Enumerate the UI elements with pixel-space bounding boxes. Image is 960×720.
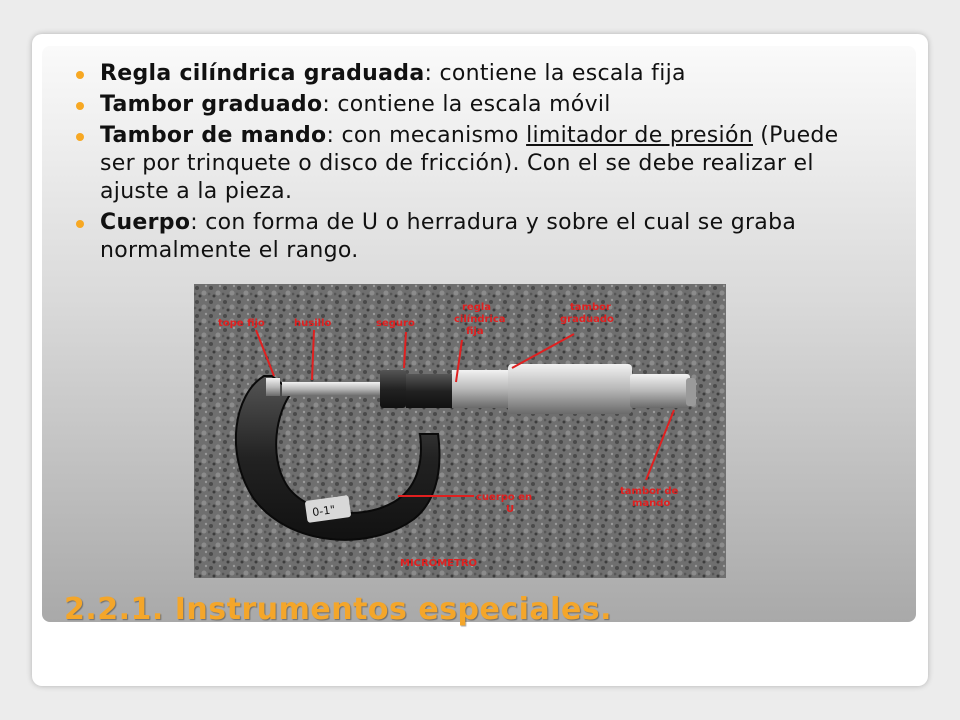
thimble — [508, 364, 632, 414]
label-tambor-mando: tambor de — [620, 486, 679, 497]
ratchet-cap — [686, 378, 696, 406]
bullet-item — [70, 60, 870, 88]
label-cuerpo: U — [506, 504, 515, 515]
bullet-term: Cuerpo — [100, 210, 191, 235]
photo-caption: MICRÓMETRO — [400, 558, 478, 569]
bullet-item — [70, 91, 870, 119]
micrometer-illustration — [194, 284, 726, 578]
lock-ring-body — [406, 374, 454, 408]
frame-mark: 0-1" — [311, 503, 337, 520]
bullet-term: Tambor de mando — [100, 123, 327, 148]
bullet-text: (Puede ser por trinquete o disco de fricción). Con el se debe realizar el ajuste a la pieza. — [100, 123, 839, 204]
label-tambor-mando: mando — [632, 498, 671, 509]
bullet-text: : con mecanismo — [326, 123, 527, 148]
underlined-text: limitador de presión — [526, 123, 753, 148]
label-seguro: seguro — [376, 318, 415, 329]
label-regla: fija — [466, 326, 484, 337]
bullet-list — [70, 60, 870, 268]
label-husillo: husillo — [294, 318, 332, 329]
bullet-term: Tambor graduado — [100, 92, 323, 117]
micrometer-photo — [194, 284, 726, 578]
label-regla: regla — [462, 302, 492, 313]
bullet-text: : con forma de U o herradura y sobre el cual se graba normalmente el rango. — [100, 210, 797, 263]
sleeve — [452, 370, 510, 408]
bullet-text: : contiene la escala móvil — [322, 92, 611, 117]
ratchet — [630, 374, 690, 408]
label-regla: cilíndrica — [454, 314, 506, 325]
slide-title: 2.2.1. Instrumentos especiales. — [64, 592, 613, 627]
anvil — [266, 378, 280, 396]
lock-ring — [380, 370, 406, 408]
bullet-item — [70, 122, 870, 206]
bullet-text: : contiene la escala fija — [424, 61, 686, 86]
label-cuerpo: cuerpo en — [476, 492, 533, 503]
bullet-term: Regla cilíndrica graduada — [100, 61, 425, 86]
label-tambor-graduado: tambor — [570, 302, 611, 313]
label-tambor-graduado: graduado — [560, 314, 614, 325]
label-tope-fijo: tope fijo — [218, 318, 265, 329]
spindle — [282, 382, 382, 396]
bullet-item — [70, 209, 870, 265]
